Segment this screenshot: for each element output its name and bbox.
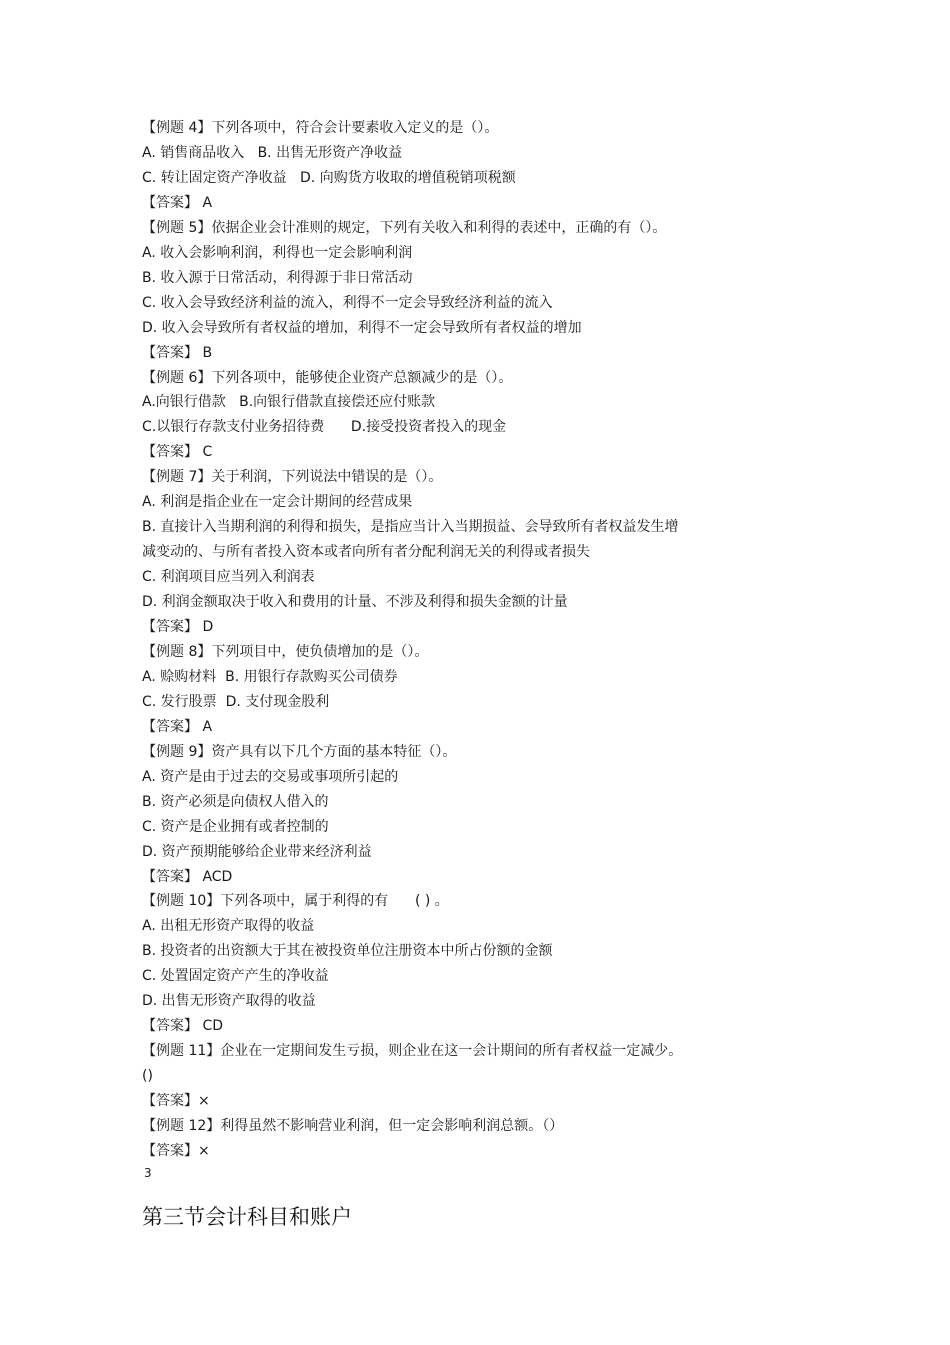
- text-line: D. 资产预期能够给企业带来经济利益: [142, 843, 372, 860]
- text-line: C.以银行存款支付业务招待费 D.接受投资者投入的现金: [142, 419, 507, 436]
- text-line: A. 利润是指企业在一定会计期间的经营成果: [142, 494, 413, 511]
- text-line: 【例题 11】企业在一定期间发生亏损，则企业在这一会计期间的所有者权益一定减少。: [142, 1043, 683, 1060]
- text-line: 【例题 5】依据企业会计准则的规定，下列有关收入和利得的表述中，正确的有（）。: [142, 219, 667, 236]
- text-line: 【答案】 ACD: [142, 868, 233, 885]
- text-line: A.向银行借款 B.向银行借款直接偿还应付账款: [142, 394, 436, 411]
- text-line: D. 利润金额取决于收入和费用的计量、不涉及利得和损失金额的计量: [142, 594, 568, 611]
- text-line: C. 资产是企业拥有或者控制的: [142, 818, 329, 835]
- text-line: A. 出租无形资产取得的收益: [142, 918, 315, 935]
- text-line: 【例题 10】下列各项中，属于利得的有 ( ) 。: [142, 893, 449, 910]
- text-line: C. 转让固定资产净收益 D. 向购货方收取的增值税销项税额: [142, 169, 516, 186]
- text-line: 【例题 6】下列各项中，能够使企业资产总额减少的是（）。: [142, 369, 513, 386]
- text-line: 【例题 12】利得虽然不影响营业利润，但一定会影响利润总额。（）: [142, 1118, 564, 1134]
- page-number: 3: [144, 1166, 152, 1180]
- text-line: 【答案】 D: [142, 619, 214, 635]
- text-line: C. 收入会导致经济利益的流入，利得不一定会导致经济利益的流入: [142, 294, 553, 311]
- section-heading: 第三节会计科目和账户: [142, 1205, 352, 1229]
- text-line: 减变动的、与所有者投入资本或者向所有者分配利润无关的利得或者损失: [142, 544, 590, 561]
- text-line: 【例题 4】下列各项中，符合会计要素收入定义的是（）。: [142, 120, 499, 136]
- text-line: D. 出售无形资产取得的收益: [142, 993, 316, 1010]
- text-line: C. 发行股票 D. 支付现金股利: [142, 693, 330, 710]
- text-line: 【答案】 A: [142, 194, 213, 211]
- text-line: C. 利润项目应当列入利润表: [142, 569, 315, 586]
- text-line: 【答案】 C: [142, 444, 213, 461]
- text-line: 【答案】×: [142, 1093, 210, 1110]
- text-line: 【例题 7】关于利润，下列说法中错误的是（）。: [142, 469, 443, 486]
- text-line: A. 资产是由于过去的交易或事项所引起的: [142, 768, 399, 785]
- text-line: B. 投资者的出资额大于其在被投资单位注册资本中所占份额的金额: [142, 943, 553, 960]
- text-line: 【答案】 B: [142, 344, 213, 361]
- text-line: 【例题 8】下列项目中，使负债增加的是（）。: [142, 643, 429, 660]
- text-line: D. 收入会导致所有者权益的增加，利得不一定会导致所有者权益的增加: [142, 319, 582, 336]
- text-line: B. 资产必须是向债权人借入的: [142, 793, 329, 810]
- text-line: A. 收入会影响利润，利得也一定会影响利润: [142, 244, 413, 261]
- text-line: (): [142, 1068, 153, 1085]
- text-line: A. 销售商品收入 B. 出售无形资产净收益: [142, 144, 403, 161]
- text-line: C. 处置固定资产产生的净收益: [142, 968, 329, 985]
- text-line: B. 收入源于日常活动，利得源于非日常活动: [142, 269, 413, 286]
- text-line: 【答案】×: [142, 1142, 210, 1159]
- text-line: 【例题 9】资产具有以下几个方面的基本特征（）。: [142, 743, 457, 760]
- text-line: B. 直接计入当期利润的利得和损失，是指应当计入当期损益、会导致所有者权益发生增: [142, 519, 679, 536]
- text-line: 【答案】 CD: [142, 1018, 224, 1035]
- text-line: 【答案】 A: [142, 718, 213, 735]
- text-line: A. 赊购材料 B. 用银行存款购买公司债券: [142, 668, 398, 685]
